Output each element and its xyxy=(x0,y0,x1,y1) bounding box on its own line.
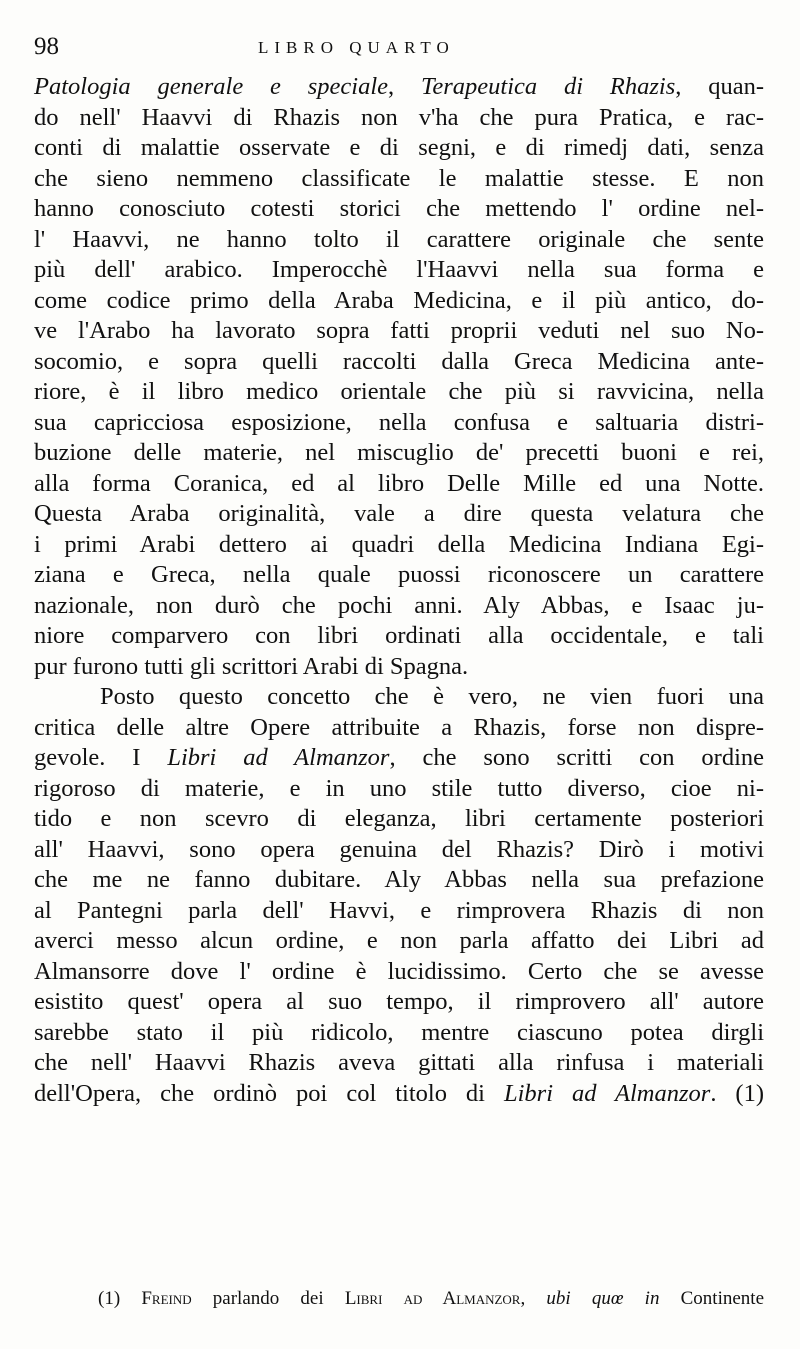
text-line: che nell' Haavvi Rhazis aveva gittati alla rinfusa i materiali xyxy=(34,1049,764,1076)
text-line: rigoroso di materie, e in uno stile tutto diverso, cioe ni- xyxy=(34,774,764,802)
footnote-author: Freind xyxy=(141,1288,192,1309)
text-line xyxy=(34,1079,764,1110)
text-line: come codice primo della Araba Medicina, e il più antico, do- xyxy=(34,286,764,314)
italic-title: Patologia generale e speciale xyxy=(34,73,389,100)
text-line: più dell' arabico. Imperocchè l'Haavvi nella sua forma e xyxy=(34,256,764,283)
text-line: sua capricciosa esposizione, nella confusa e saltuaria distri- xyxy=(34,408,764,436)
text-line xyxy=(34,743,764,774)
text-fragment: dell'Opera, che ordinò poi col titolo di xyxy=(34,1079,504,1107)
text-line: do nell' Haavvi di Rhazis non v'ha che pura Pratica, e rac- xyxy=(34,103,764,131)
text-fragment: Continente xyxy=(659,1288,765,1309)
text-fragment: , quan- xyxy=(675,73,764,100)
italic-title: Terapeutica di Rhazis xyxy=(421,73,676,100)
text-line: nazionale, non durò che pochi anni. Aly Abbas, e Isaac ju- xyxy=(34,591,764,619)
italic-title: Libri ad Almanzor xyxy=(503,1079,711,1107)
text-fragment: , xyxy=(520,1288,547,1309)
text-line: hanno conosciuto cotesti storici che mettendo l' ordine nel- xyxy=(34,195,764,222)
italic-title: Libri ad Almanzor xyxy=(167,744,390,771)
footnote-mark: (1) xyxy=(98,1288,121,1309)
text-fragment: , che sono scritti con ordine xyxy=(389,744,765,771)
text-line: i primi Arabi dettero ai quadri della Medicina Indiana Egi- xyxy=(34,530,764,558)
text-line: buzione delle materie, nel miscuglio de' precetti buoni e rei, xyxy=(34,439,764,466)
text-fragment: gevole. I xyxy=(34,744,168,771)
text-line: Almansorre dove l' ordine è lucidissimo. Certo che se avesse xyxy=(34,957,764,985)
text-line: che sieno nemmeno classificate le malattie stesse. E non xyxy=(34,164,764,192)
footnote xyxy=(98,1287,764,1311)
text-fragment: parlando dei xyxy=(191,1288,345,1309)
text-line: alla forma Coranica, ed al libro Delle Mille ed una Notte. xyxy=(34,469,764,497)
running-head: LIBRO QUARTO xyxy=(258,38,455,57)
text-line: tido e non scevro di eleganza, libri certamente posteriori xyxy=(34,805,764,832)
text-line: averci messo alcun ordine, e non parla affatto dei Libri ad xyxy=(34,927,764,954)
text-fragment: , xyxy=(388,73,421,100)
text-line: niore comparvero con libri ordinati alla occidentale, e tali xyxy=(34,622,764,649)
text-line: critica delle altre Opere attribuite a Rhazis, forse non dispre- xyxy=(34,713,764,741)
text-line: ve l'Arabo ha lavorato sopra fatti proprii veduti nel suo No- xyxy=(34,317,764,344)
text-line: esistito quest' opera al suo tempo, il rimprovero all' autore xyxy=(34,988,764,1015)
footnote-latin: ubi quœ in xyxy=(546,1288,660,1309)
text-line: che me ne fanno dubitare. Aly Abbas nella sua prefazione xyxy=(34,866,764,893)
text-line: Posto questo concetto che è vero, ne vien fuori una xyxy=(100,683,764,710)
text-line: conti di malattie osservate e di segni, e di rimedj dati, senza xyxy=(34,134,764,161)
text-line xyxy=(34,72,764,103)
text-line: pur furono tutti gli scrittori Arabi di Spagna. xyxy=(34,652,469,680)
text-line: l' Haavvi, ne hanno tolto il carattere originale che sente xyxy=(34,225,764,253)
footnote-reference: . (1) xyxy=(710,1079,764,1107)
body-text xyxy=(34,72,764,1109)
text-line: sarebbe stato il più ridicolo, mentre ciascuno potea dirgli xyxy=(34,1018,764,1046)
text-line: all' Haavvi, sono opera genuina del Rhazis? Dirò i motivi xyxy=(34,835,764,863)
footnote-title: Libri ad Almanzor xyxy=(344,1288,521,1309)
text-line: Questa Araba originalità, vale a dire questa velatura che xyxy=(34,500,764,527)
text-line: al Pantegni parla dell' Havvi, e rimprovera Rhazis di non xyxy=(34,896,764,924)
text-line: riore, è il libro medico orientale che più si ravvicina, nella xyxy=(34,378,764,405)
text-line: ziana e Greca, nella quale puossi riconoscere un carattere xyxy=(34,561,764,588)
page-number: 98 xyxy=(34,33,59,60)
page-header xyxy=(34,32,764,62)
text-line: socomio, e sopra quelli raccolti dalla Greca Medicina ante- xyxy=(34,347,764,375)
